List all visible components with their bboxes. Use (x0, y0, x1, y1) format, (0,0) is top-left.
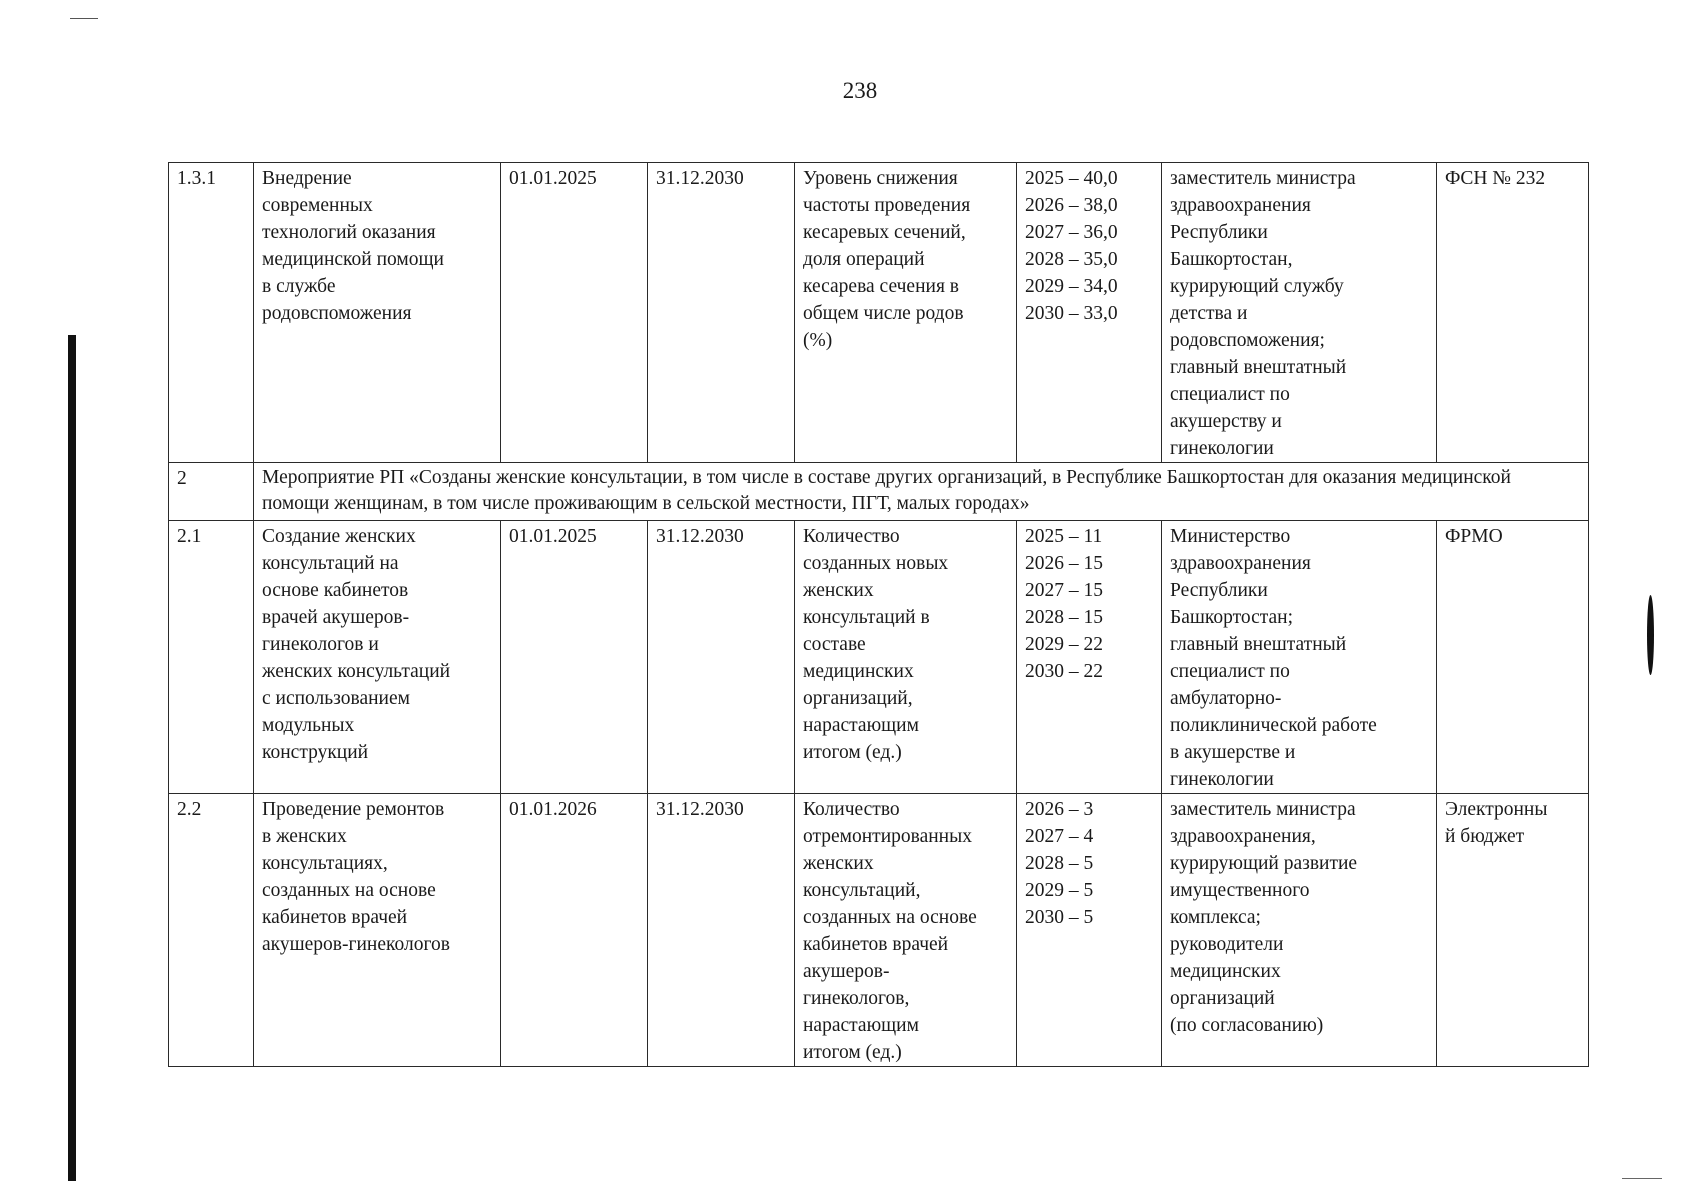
cell-start-date: 01.01.2025 (501, 521, 648, 794)
cell-responsible: Министерство здравоохранения Республики Башкортостан; главный внештатный специалист по амбулаторно- поликлинической работе в акушерстве и гинекологии (1162, 521, 1437, 794)
cell-responsible: заместитель министра здравоохранения Республики Башкортостан, курирующий службу детства и родовспоможения; главный внештатный специалист по акушерству и гинекологии (1162, 163, 1437, 463)
activities-table (168, 162, 1589, 1067)
table-row-2 (169, 463, 1589, 521)
cell-values: 2026 – 3 2027 – 4 2028 – 5 2029 – 5 2030 – 5 (1017, 794, 1162, 1067)
table-row-2-1 (169, 521, 1589, 794)
scan-artifact-top (70, 18, 98, 19)
cell-number: 1.3.1 (169, 163, 254, 463)
cell-number: 2.1 (169, 521, 254, 794)
cell-source: ФРМО (1437, 521, 1589, 794)
cell-responsible: заместитель министра здравоохранения, курирующий развитие имущественного комплекса; руководители медицинских организаций (по согласованию) (1162, 794, 1437, 1067)
cell-end-date: 31.12.2030 (648, 794, 795, 1067)
cell-indicator: Уровень снижения частоты проведения кесаревых сечений, доля операций кесарева сечения в общем числе родов (%) (795, 163, 1017, 463)
scan-artifact-right-mark (1647, 595, 1654, 675)
cell-number: 2.2 (169, 794, 254, 1067)
cell-end-date: 31.12.2030 (648, 521, 795, 794)
cell-number: 2 (169, 463, 254, 521)
scan-artifact-bottom (1622, 1178, 1662, 1179)
scan-artifact-left-bar (68, 335, 76, 1181)
cell-indicator: Количество отремонтированных женских консультаций, созданных на основе кабинетов врачей акушеров- гинекологов, нарастающим итогом (ед.) (795, 794, 1017, 1067)
cell-start-date: 01.01.2026 (501, 794, 648, 1067)
cell-activity-name: Проведение ремонтов в женских консультациях, созданных на основе кабинетов врачей акушеров-гинекологов (254, 794, 501, 1067)
cell-indicator: Количество созданных новых женских консультаций в составе медицинских организаций, нарастающим итогом (ед.) (795, 521, 1017, 794)
cell-values: 2025 – 40,0 2026 – 38,0 2027 – 36,0 2028 – 35,0 2029 – 34,0 2030 – 33,0 (1017, 163, 1162, 463)
table-row-1-3-1 (169, 163, 1589, 463)
cell-activity-name: Создание женских консультаций на основе кабинетов врачей акушеров- гинекологов и женских консультаций с использованием модульных конструкций (254, 521, 501, 794)
cell-merged-activity: Мероприятие РП «Созданы женские консультации, в том числе в составе других организаций, в Республике Башкортостан для оказания медицинской помощи женщинам, в том числе проживающим в сельской местности, ПГТ, малых городах» (254, 463, 1589, 521)
cell-activity-name: Внедрение современных технологий оказания медицинской помощи в службе родовспоможения (254, 163, 501, 463)
page-number: 238 (842, 78, 878, 103)
cell-end-date: 31.12.2030 (648, 163, 795, 463)
table-row-2-2 (169, 794, 1589, 1067)
cell-source: Электронны й бюджет (1437, 794, 1589, 1067)
cell-start-date: 01.01.2025 (501, 163, 648, 463)
cell-source: ФСН № 232 (1437, 163, 1589, 463)
cell-values: 2025 – 11 2026 – 15 2027 – 15 2028 – 15 2029 – 22 2030 – 22 (1017, 521, 1162, 794)
